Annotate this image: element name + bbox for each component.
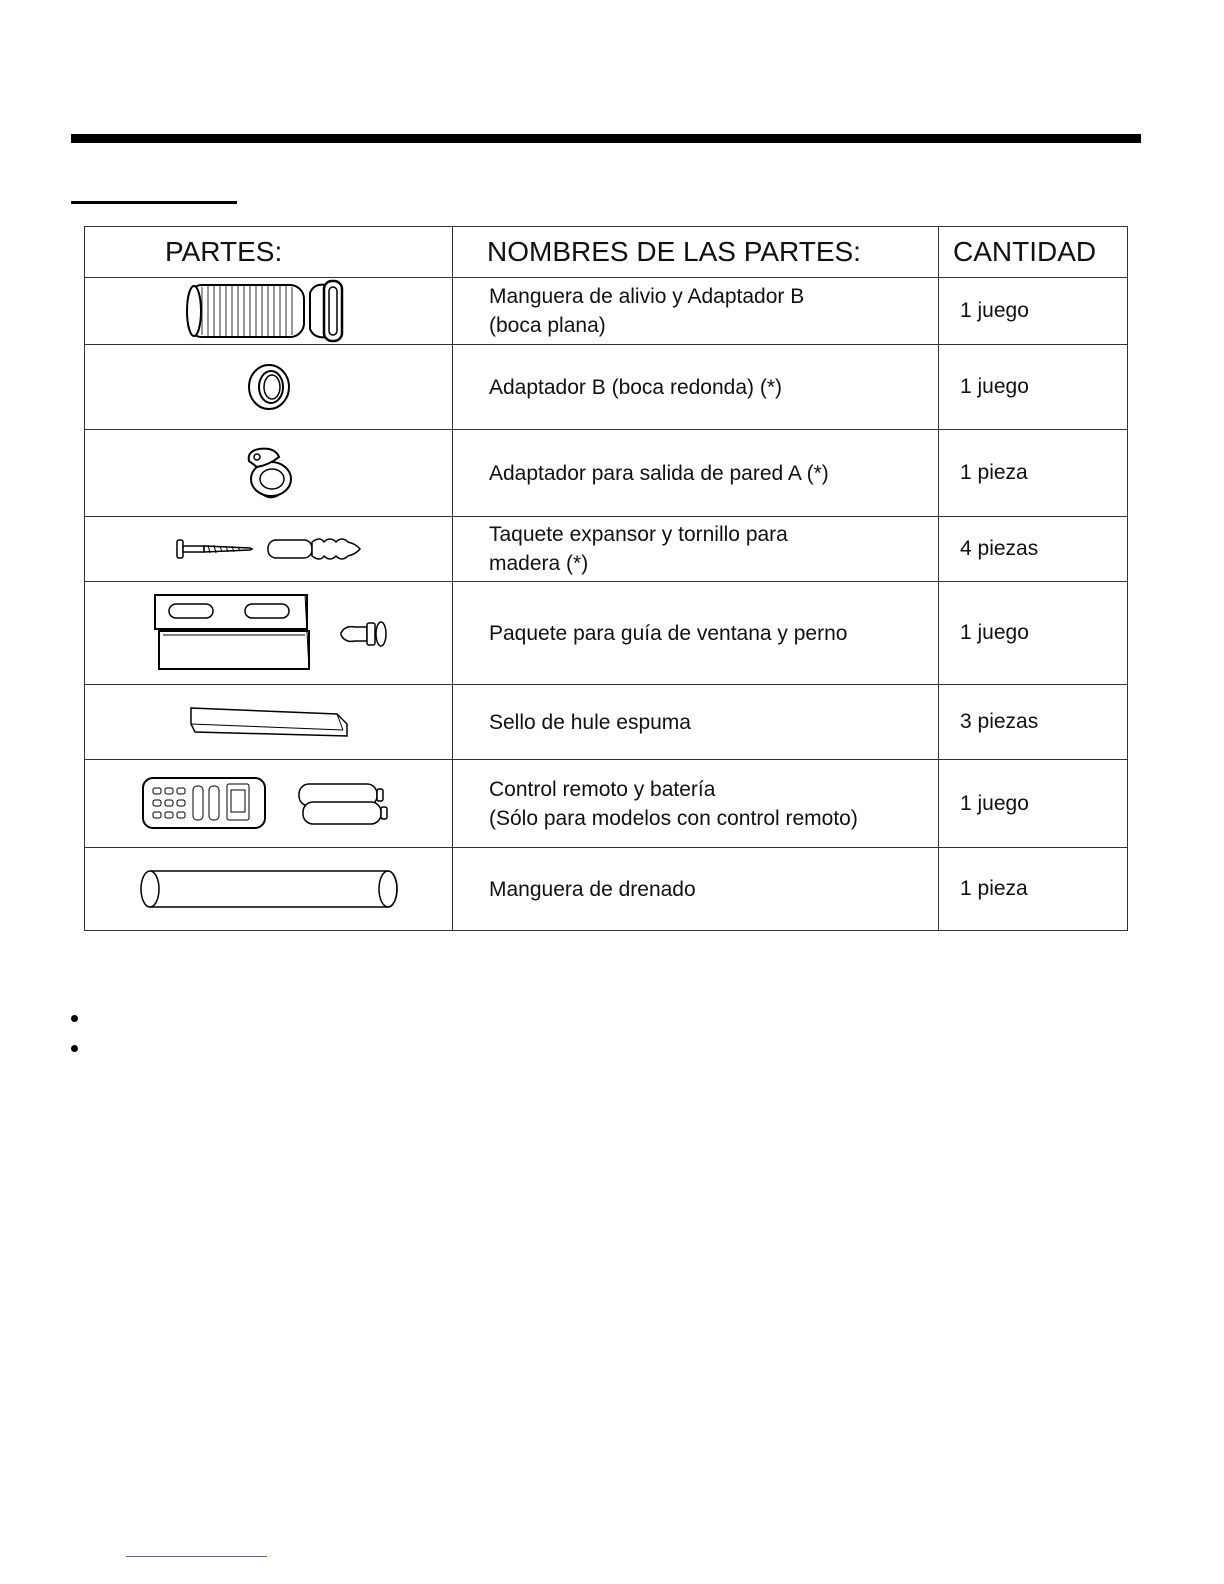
table-header-row [85, 227, 1128, 278]
footer-rule [126, 1556, 267, 1557]
part-image-cell [85, 848, 453, 931]
part-name [453, 760, 939, 848]
part-image-cell [85, 760, 453, 848]
foam-seal-icon [187, 704, 351, 740]
header-part-names: NOMBRES DE LAS PARTES: [453, 227, 939, 278]
part-quantity: 1 juego [939, 345, 1128, 430]
top-rule [71, 134, 1141, 143]
header-quantity: CANTIDAD [939, 227, 1128, 278]
part-name [453, 430, 939, 517]
part-quantity: 1 juego [939, 278, 1128, 345]
part-quantity: 1 pieza [939, 430, 1128, 517]
bullet-point [68, 1004, 84, 1034]
part-name [453, 848, 939, 931]
part-name-line: Paquete para guía de ventana y perno [489, 621, 848, 645]
part-image-cell [85, 278, 453, 345]
section-heading-rule [71, 201, 237, 204]
part-quantity: 1 juego [939, 760, 1128, 848]
part-name-line: Taquete expansor y tornillo para [489, 523, 788, 546]
table-row [85, 278, 1128, 345]
part-name-line: Adaptador para salida de pared A (*) [489, 461, 829, 485]
part-name [453, 345, 939, 430]
table-row [85, 430, 1128, 517]
round-adapter-icon [244, 361, 294, 413]
part-quantity: 4 piezas [939, 517, 1128, 582]
part-quantity: 1 juego [939, 582, 1128, 685]
part-image-cell [85, 582, 453, 685]
part-name-line: (Sólo para modelos con control remoto) [489, 806, 858, 830]
part-quantity: 3 piezas [939, 685, 1128, 760]
part-name-line: (boca plana) [489, 314, 606, 337]
part-quantity: 1 pieza [939, 848, 1128, 931]
drain-hose-icon [138, 867, 400, 911]
parts-table [84, 226, 1128, 931]
window-slider-icon [149, 593, 389, 673]
bullet-list [68, 1004, 84, 1064]
part-name-line: Control remoto y batería [489, 777, 716, 801]
header-parts: PARTES: [85, 227, 453, 278]
part-image-cell [85, 430, 453, 517]
part-image-cell [85, 517, 453, 582]
part-name [453, 685, 939, 760]
part-name-line: Adaptador B (boca redonda) (*) [489, 375, 783, 399]
bullet-point [68, 1034, 84, 1064]
table-row [85, 345, 1128, 430]
part-name-line: madera (*) [489, 552, 589, 575]
table-row [85, 760, 1128, 848]
table-row [85, 848, 1128, 931]
table-row [85, 582, 1128, 685]
wall-adapter-icon [239, 443, 299, 503]
part-name-line: Manguera de alivio y Adaptador B [489, 285, 805, 308]
part-name-line: Manguera de drenado [489, 877, 696, 901]
part-image-cell [85, 685, 453, 760]
table-row [85, 517, 1128, 582]
part-name [453, 517, 939, 582]
part-name [453, 278, 939, 345]
part-image-cell [85, 345, 453, 430]
part-name-line: Sello de hule espuma [489, 710, 691, 734]
exhaust-hose-icon [184, 279, 354, 343]
remote-control-icon [139, 774, 399, 834]
table-row [85, 685, 1128, 760]
part-name [453, 582, 939, 685]
screw-anchor-icon [174, 534, 364, 564]
